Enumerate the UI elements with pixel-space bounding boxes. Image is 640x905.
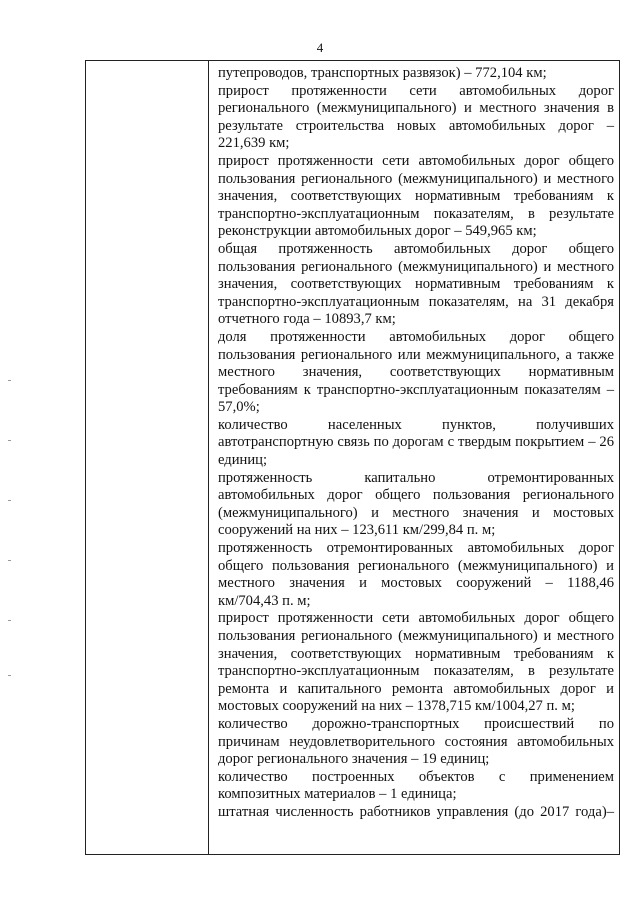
scan-margin-marks xyxy=(8,380,16,680)
paragraph: количество дорожно-транспортных происшествий по причинам неудовлетворительного состояния автомобильных дорог регионального значения – 19 единиц; xyxy=(218,715,614,768)
paragraph: прирост протяженности сети автомобильных дорог общего пользования регионального (межмуниципального) и местного значения, соответствующих нормативным требованиям к транспортно-эксплуатационным показателям, в результате реконструкции автомобильных дорог – 549,965 км; xyxy=(218,152,614,240)
paragraph: протяженность капитально отремонтированных автомобильных дорог общего пользования регионального (межмуниципального) и местного значения и мостовых сооружений на них – 123,611 км/299,84 п. м; xyxy=(218,469,614,539)
column-divider xyxy=(208,61,209,854)
paragraph: доля протяженности автомобильных дорог общего пользования регионального или межмуниципального, а также местного значения, соответствующих нормативным требованиям к транспортно-эксплуатационным показателям – 57,0%; xyxy=(218,328,614,416)
indicators-cell xyxy=(218,65,614,822)
paragraph: штатная численность работников управления (до 2017 года)– xyxy=(218,803,614,820)
paragraph: количество построенных объектов с применением композитных материалов – 1 единица; xyxy=(218,768,614,803)
paragraph: общая протяженность автомобильных дорог общего пользования регионального (межмуниципального) и местного значения, соответствующих нормативным требованиям к транспортно-эксплуатационным показателям, на 31 декабря отчетного года – 10893,7 км; xyxy=(218,240,614,328)
paragraph: прирост протяженности сети автомобильных дорог общего пользования регионального (межмуниципального) и местного значения, соответствующих нормативным требованиям к транспортно-эксплуатационным показателям, в результате ремонта и капитального ремонта автомобильных дорог и мостовых сооружений на них – 1378,715 км/1004,27 п. м; xyxy=(218,610,614,715)
paragraph: путепроводов, транспортных развязок) – 772,104 км; xyxy=(218,65,547,81)
paragraph: количество населенных пунктов, получивших автотранспортную связь по дорогам с твердым покрытием – 26 единиц; xyxy=(218,416,614,469)
paragraph: протяженность отремонтированных автомобильных дорог общего пользования регионального (межмуниципального) и местного значения и мостовых сооружений – 1188,46 км/704,43 п. м; xyxy=(218,540,614,609)
indicators-table xyxy=(85,60,620,855)
page-number: 4 xyxy=(316,40,324,55)
paragraph: прирост протяженности сети автомобильных дорог регионального (межмуниципального) и местного значения в результате строительства новых автомобильных дорог – 221,639 км; xyxy=(218,82,614,152)
